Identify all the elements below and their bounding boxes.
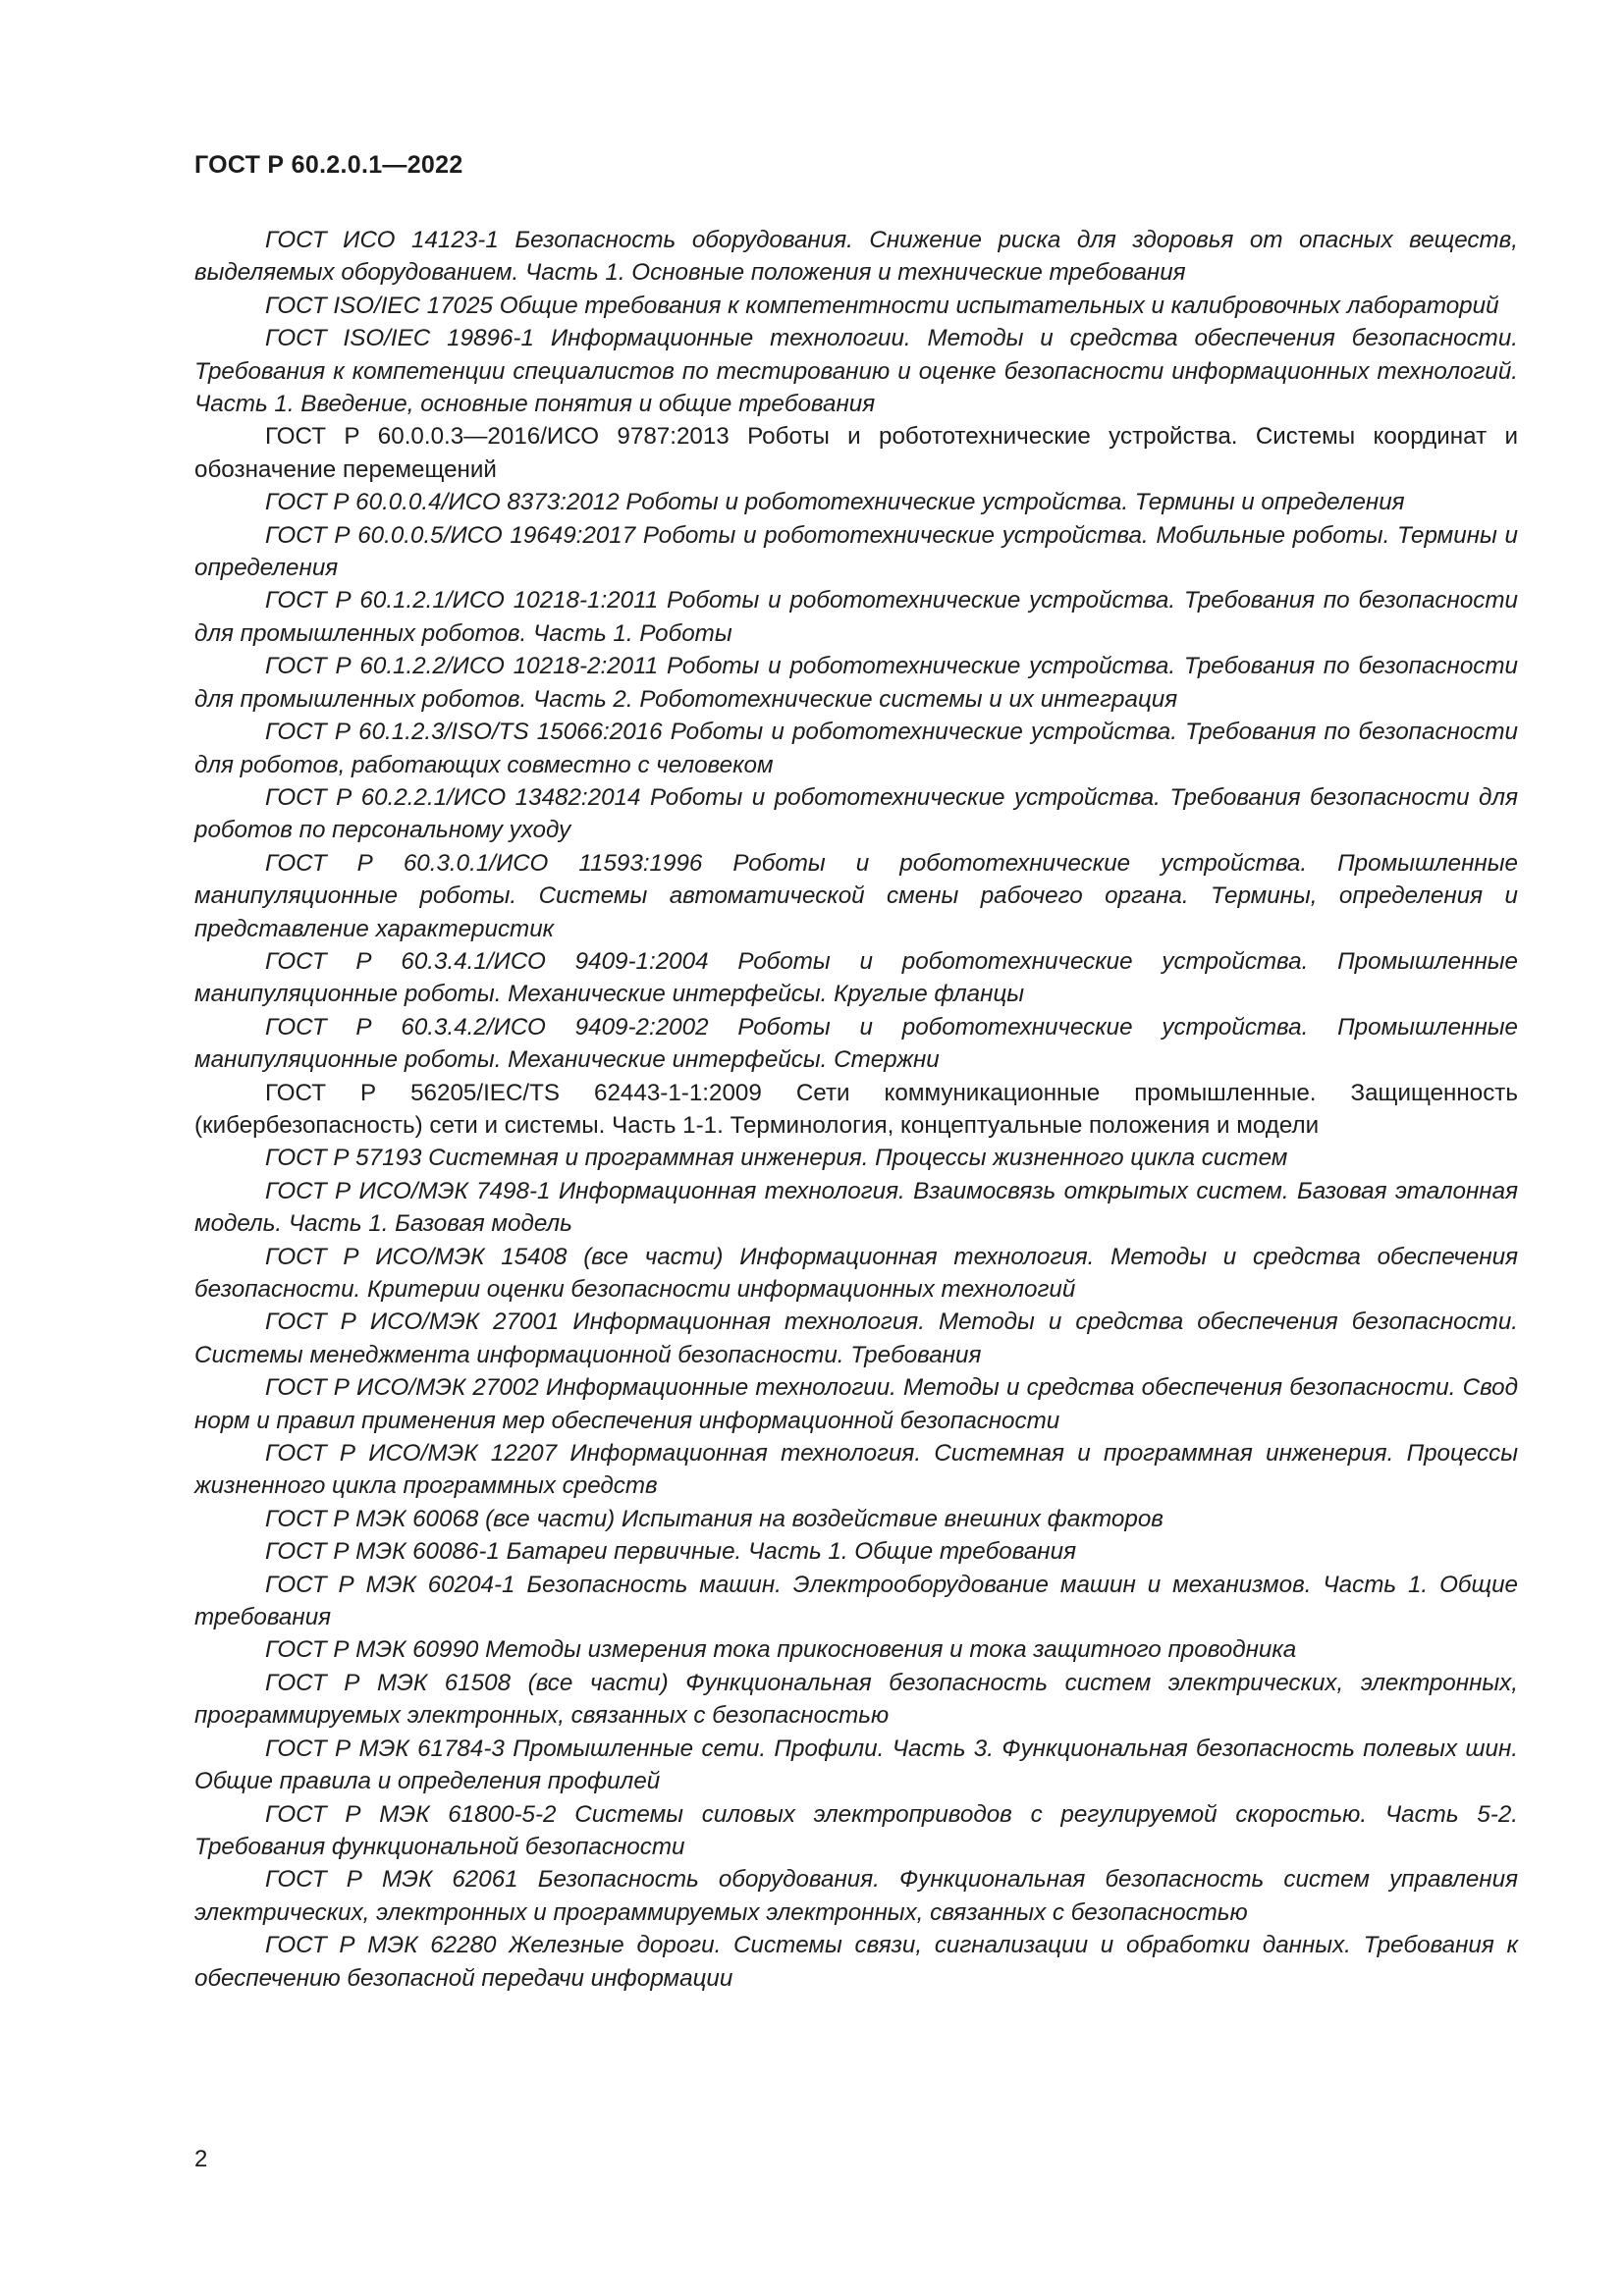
reference-item: ГОСТ Р МЭК 62280 Железные дороги. Системы связи, сигнализации и обработки данных. Требования к обеспечению безопасной передачи информации — [194, 1932, 1518, 1992]
reference-item: ГОСТ Р МЭК 60086-1 Батареи первичные. Часть 1. Общие требования — [265, 1538, 1076, 1566]
reference-item: ГОСТ Р 56205/IEC/TS 62443-1-1:2009 Сети коммуникационные промышленные. Защищенность (кибербезопасность) сети и системы. Часть 1-1. Терминология, концептуальные положения и модели — [194, 1079, 1518, 1139]
reference-item: ГОСТ Р 60.0.0.5/ИСО 19649:2017 Роботы и робототехнические устройства. Мобильные роботы. Термины и определения — [194, 521, 1518, 582]
reference-item: ГОСТ Р МЭК 60068 (все части) Испытания на воздействие внешних факторов — [265, 1505, 1164, 1532]
standard-id-header: ГОСТ Р 60.2.0.1—2022 — [194, 151, 463, 179]
reference-item: ГОСТ Р 60.0.0.3—2016/ИСО 9787:2013 Роботы и робототехнические устройства. Системы координат и обозначение перемещений — [194, 423, 1518, 483]
reference-item: ГОСТ Р МЭК 61800-5-2 Системы силовых электроприводов с регулируемой скоростью. Часть 5-2. Требования функциональной безопасности — [194, 1800, 1518, 1860]
reference-item: ГОСТ Р 57193 Системная и программная инженерия. Процессы жизненного цикла систем — [265, 1145, 1288, 1172]
reference-item: ГОСТ Р 60.2.2.1/ИСО 13482:2014 Роботы и робототехнические устройства. Требования безопасности для роботов по персональному уходу — [194, 783, 1518, 844]
reference-item: ГОСТ Р МЭК 60990 Методы измерения тока прикосновения и тока защитного проводника — [265, 1636, 1297, 1664]
reference-item: ГОСТ Р МЭК 62061 Безопасность оборудования. Функциональная безопасность систем управления электрических, электронных и программируемых электронных, связанных с безопасностью — [194, 1866, 1518, 1926]
reference-item: ГОСТ Р ИСО/МЭК 15408 (все части) Информационная технология. Методы и средства обеспечения безопасности. Критерии оценки безопасности информационных технологий — [194, 1243, 1518, 1303]
reference-item: ГОСТ Р 60.1.2.1/ИСО 10218-1:2011 Роботы и робототехнические устройства. Требования по безопасности для промышленных роботов. Часть 1. Роботы — [194, 587, 1518, 647]
reference-item: ГОСТ ISO/IEC 19896-1 Информационные технологии. Методы и средства обеспечения безопасности. Требования к компетенции специалистов по тестированию и оценке безопасности информационных технологий. Часть 1. Введение, основные понятия и общие требования — [194, 325, 1518, 418]
normative-references-list — [194, 224, 1518, 1995]
reference-item: ГОСТ Р ИСО/МЭК 27002 Информационные технологии. Методы и средства обеспечения безопасности. Свод норм и правил применения мер обеспечения информационной безопасности — [194, 1374, 1518, 1434]
reference-item: ГОСТ Р 60.1.2.3/ISO/TS 15066:2016 Роботы и робототехнические устройства. Требования по безопасности для роботов, работающих совместно с человеком — [194, 719, 1518, 778]
reference-item: ГОСТ Р МЭК 60204-1 Безопасность машин. Электрооборудование машин и механизмов. Часть 1. Общие требования — [194, 1571, 1518, 1631]
reference-item: ГОСТ Р 60.3.0.1/ИСО 11593:1996 Роботы и робототехнические устройства. Промышленные манипуляционные роботы. Системы автоматической смены рабочего органа. Термины, определения и представление характеристик — [194, 849, 1518, 942]
reference-item: ГОСТ ИСО 14123-1 Безопасность оборудования. Снижение риска для здоровья от опасных веществ, выделяемых оборудованием. Часть 1. Основные положения и технические требования — [194, 227, 1518, 287]
reference-item: ГОСТ Р 60.3.4.1/ИСО 9409-1:2004 Роботы и робототехнические устройства. Промышленные манипуляционные роботы. Механические интерфейсы. Круглые фланцы — [194, 947, 1518, 1008]
reference-item: ГОСТ Р ИСО/МЭК 27001 Информационная технология. Методы и средства обеспечения безопасности. Системы менеджмента информационной безопасности. Требования — [194, 1308, 1518, 1368]
reference-item: ГОСТ Р ИСО/МЭК 12207 Информационная технология. Системная и программная инженерия. Процессы жизненного цикла программных средств — [194, 1440, 1518, 1500]
reference-item: ГОСТ Р 60.0.0.4/ИСО 8373:2012 Роботы и робототехнические устройства. Термины и определения — [265, 489, 1405, 516]
reference-item: ГОСТ Р 60.3.4.2/ИСО 9409-2:2002 Роботы и робототехнические устройства. Промышленные манипуляционные роботы. Механические интерфейсы. Стержни — [194, 1013, 1518, 1074]
reference-item: ГОСТ Р МЭК 61508 (все части) Функциональная безопасность систем электрических, электронных, программируемых электронных, связанных с безопасностью — [194, 1669, 1518, 1730]
page-number: 2 — [194, 2146, 208, 2172]
reference-item: ГОСТ Р ИСО/МЭК 7498-1 Информационная технология. Взаимосвязь открытых систем. Базовая эталонная модель. Часть 1. Базовая модель — [194, 1177, 1518, 1238]
reference-item: ГОСТ Р 60.1.2.2/ИСО 10218-2:2011 Роботы и робототехнические устройства. Требования по безопасности для промышленных роботов. Часть 2. Робототехнические системы и их интеграция — [194, 653, 1518, 713]
reference-item: ГОСТ ISO/IEC 17025 Общие требования к компетентности испытательных и калибровочных лабораторий — [265, 292, 1499, 319]
reference-item: ГОСТ Р МЭК 61784-3 Промышленные сети. Профили. Часть 3. Функциональная безопасность полевых шин. Общие правила и определения профилей — [194, 1735, 1518, 1795]
